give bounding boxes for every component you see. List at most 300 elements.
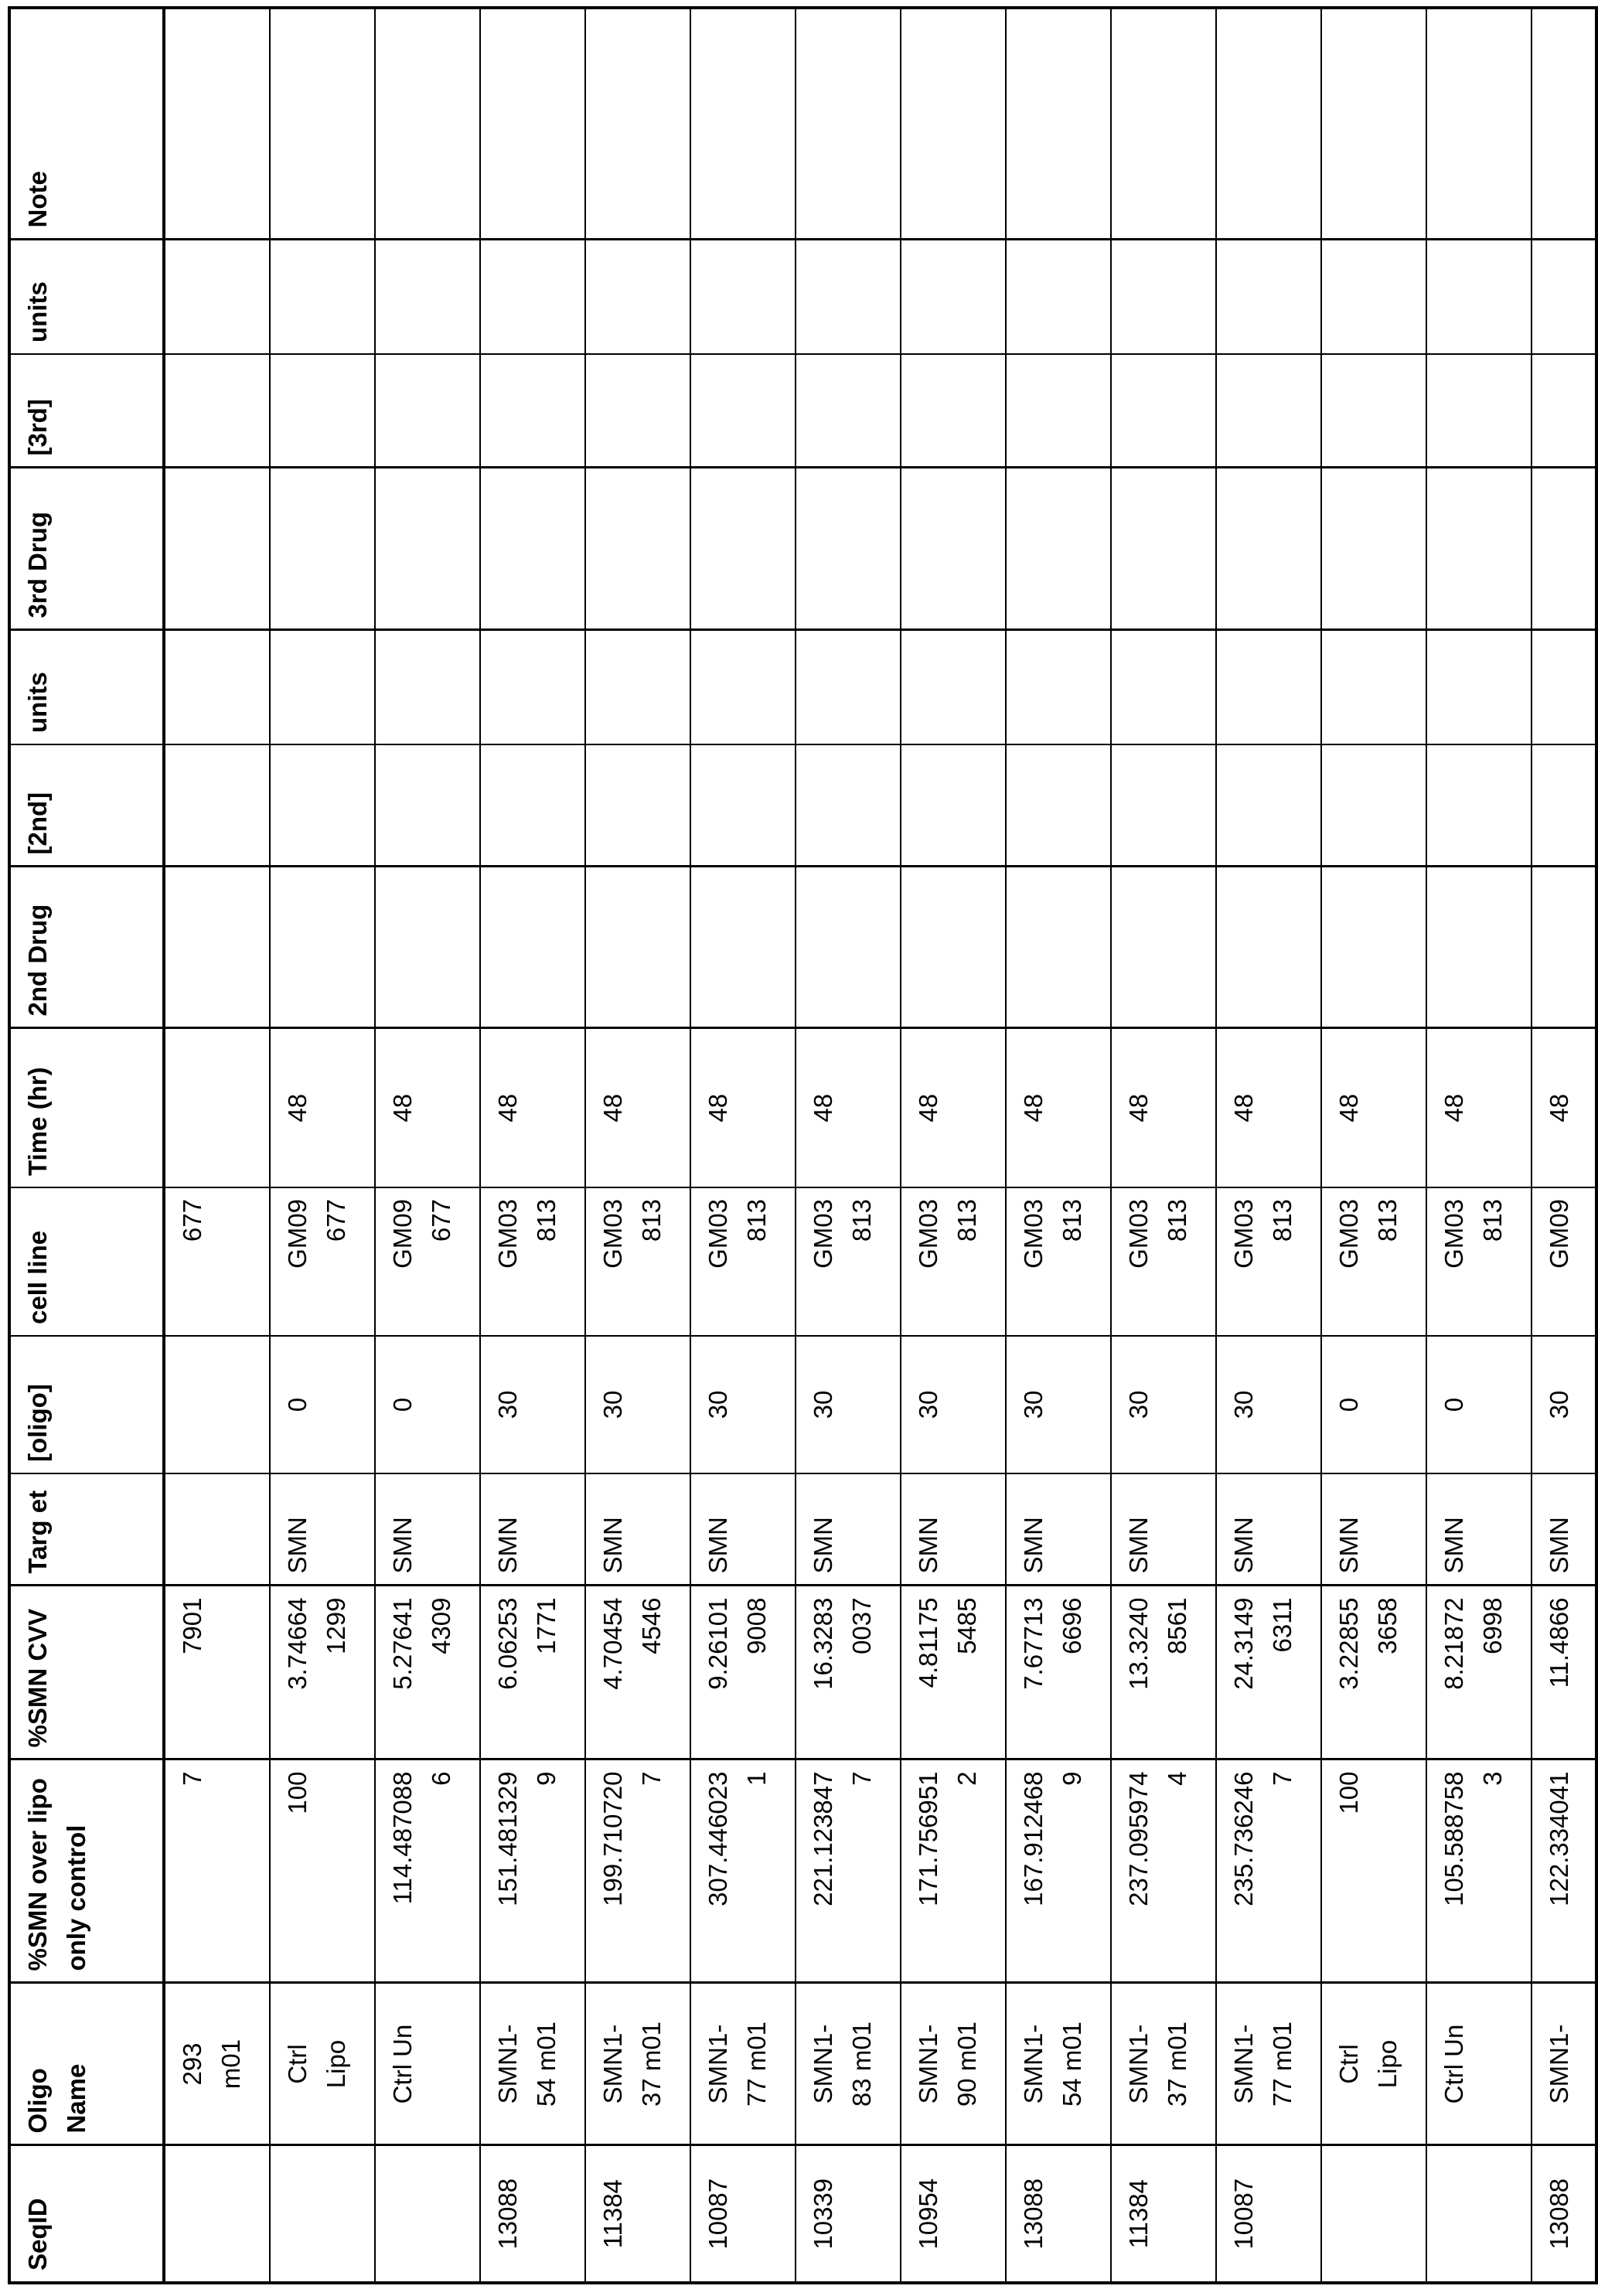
cell-seqid (796, 2145, 901, 2283)
cell-seqid (1216, 2145, 1321, 2283)
cell-units3 (1532, 240, 1596, 354)
cell-value: 10087 (704, 2178, 732, 2250)
cell-cell-line (164, 1187, 270, 1336)
cell-value: 48 (388, 1093, 417, 1122)
cell-value: 10954 (914, 2178, 942, 2250)
cell-units3 (690, 240, 796, 354)
cell-value: 30 (1229, 1390, 1258, 1419)
cell-seqid (164, 2145, 270, 2283)
cell-drug2-conc (1426, 744, 1532, 867)
cell-pct-smn-cvv (1216, 1586, 1321, 1759)
cell-value: 0 (283, 1397, 312, 1412)
cell-oligo-name (1006, 1983, 1111, 2145)
cell-value: SMN (1019, 1517, 1048, 1574)
cell-pct-smn-cvv (164, 1586, 270, 1759)
cell-cell-line (1532, 1187, 1596, 1336)
cell-drug2 (1111, 867, 1216, 1028)
cell-drug2-conc (585, 744, 690, 867)
cell-value: 307.446023 1 (704, 1771, 771, 1906)
cell-value: SMN (598, 1517, 627, 1574)
cell-drug2 (375, 867, 480, 1028)
cell-target (1426, 1473, 1532, 1586)
cell-oligo-name (1216, 1983, 1321, 2145)
column-header-target: Targ et (9, 1473, 164, 1586)
cell-drug3-conc (1111, 354, 1216, 468)
cell-units3 (270, 240, 375, 354)
column-header-drug3: 3rd Drug (9, 468, 164, 630)
cell-drug3-conc (585, 354, 690, 468)
cell-value: 4.81175 5485 (914, 1597, 981, 1688)
header-row (9, 8, 164, 2283)
cell-target (1111, 1473, 1216, 1586)
table-row (1426, 8, 1532, 2283)
cell-drug2 (690, 867, 796, 1028)
cell-note (901, 8, 1006, 240)
cell-pct-smn-cvv (690, 1586, 796, 1759)
cell-value: 10339 (809, 2178, 837, 2250)
cell-drug2 (164, 867, 270, 1028)
column-header-seqid: SeqID (9, 2145, 164, 2283)
cell-pct-smn-over-lipo (1532, 1759, 1596, 1983)
cell-value: SMN1- (1545, 2024, 1573, 2104)
smn-results-table (8, 6, 1598, 2284)
cell-seqid (1321, 2145, 1426, 2283)
cell-units2 (690, 630, 796, 744)
cell-value: 48 (704, 1093, 732, 1122)
cell-cell-line (1216, 1187, 1321, 1336)
cell-note (1426, 8, 1532, 240)
cell-drug2-conc (1321, 744, 1426, 867)
cell-time-hr (1426, 1028, 1532, 1187)
cell-units3 (901, 240, 1006, 354)
cell-units2 (1111, 630, 1216, 744)
table-row (796, 8, 901, 2283)
cell-units2 (1426, 630, 1532, 744)
cell-oligo-conc (585, 1336, 690, 1473)
cell-value: Ctrl Lipo (283, 2039, 350, 2089)
cell-pct-smn-cvv (796, 1586, 901, 1759)
cell-value: 30 (598, 1390, 627, 1419)
cell-pct-smn-cvv (375, 1586, 480, 1759)
cell-value: 114.487088 6 (388, 1771, 455, 1905)
cell-pct-smn-over-lipo (690, 1759, 796, 1983)
cell-pct-smn-over-lipo (1111, 1759, 1216, 1983)
cell-units2 (1321, 630, 1426, 744)
column-header-units2: units (9, 630, 164, 744)
table-row (585, 8, 690, 2283)
cell-value: 151.481329 9 (493, 1771, 560, 1906)
cell-units2 (1006, 630, 1111, 744)
cell-value: Ctrl Lipo (1334, 2039, 1402, 2089)
cell-drug3-conc (901, 354, 1006, 468)
cell-drug2-conc (164, 744, 270, 867)
cell-target (480, 1473, 585, 1586)
cell-value: 237.095974 4 (1124, 1771, 1191, 1906)
cell-drug2 (480, 867, 585, 1028)
cell-pct-smn-cvv (480, 1586, 585, 1759)
cell-pct-smn-cvv (1111, 1586, 1216, 1759)
cell-note (690, 8, 796, 240)
cell-pct-smn-cvv (585, 1586, 690, 1759)
cell-value: 30 (914, 1390, 942, 1419)
cell-oligo-conc (1216, 1336, 1321, 1473)
cell-drug2-conc (1532, 744, 1596, 867)
cell-value: 11384 (598, 2179, 627, 2249)
cell-target (1006, 1473, 1111, 1586)
cell-drug3 (901, 468, 1006, 630)
cell-cell-line (1006, 1187, 1111, 1336)
cell-seqid (375, 2145, 480, 2283)
cell-drug2 (1216, 867, 1321, 1028)
column-header-pct-smn-over-lipo: %SMN over lipo only control (9, 1759, 164, 1983)
cell-time-hr (375, 1028, 480, 1187)
cell-pct-smn-cvv (1426, 1586, 1532, 1759)
cell-oligo-name (1321, 1983, 1426, 2145)
cell-oligo-name (901, 1983, 1006, 2145)
table-row (480, 8, 585, 2283)
cell-units2 (270, 630, 375, 744)
cell-target (1532, 1473, 1596, 1586)
cell-units3 (164, 240, 270, 354)
cell-value: SMN1- 77 m01 (1229, 2021, 1296, 2107)
cell-pct-smn-cvv (901, 1586, 1006, 1759)
cell-value: SMN (283, 1517, 312, 1574)
cell-value: 0 (388, 1397, 417, 1412)
cell-cell-line (690, 1187, 796, 1336)
cell-units3 (1321, 240, 1426, 354)
cell-value: 48 (283, 1093, 312, 1122)
cell-units3 (375, 240, 480, 354)
cell-time-hr (1006, 1028, 1111, 1187)
cell-target (796, 1473, 901, 1586)
cell-drug3 (270, 468, 375, 630)
cell-value: 171.756951 2 (914, 1771, 981, 1906)
cell-oligo-conc (375, 1336, 480, 1473)
cell-oligo-conc (1426, 1336, 1532, 1473)
cell-oligo-conc (901, 1336, 1006, 1473)
table-row (1111, 8, 1216, 2283)
cell-target (375, 1473, 480, 1586)
cell-seqid (1111, 2145, 1216, 2283)
cell-drug2 (270, 867, 375, 1028)
cell-value: 11.4866 (1545, 1597, 1573, 1688)
cell-drug3-conc (690, 354, 796, 468)
column-header-note: Note (9, 8, 164, 240)
cell-target (1216, 1473, 1321, 1586)
cell-units2 (585, 630, 690, 744)
cell-value: 7901 (178, 1597, 206, 1654)
cell-cell-line (585, 1187, 690, 1336)
cell-units2 (375, 630, 480, 744)
cell-value: 0 (1334, 1397, 1363, 1412)
cell-drug3 (164, 468, 270, 630)
cell-value: 11384 (1124, 2179, 1153, 2249)
cell-cell-line (901, 1187, 1006, 1336)
cell-value: SMN1- 37 m01 (598, 2021, 666, 2107)
cell-units3 (480, 240, 585, 354)
cell-value: 6.06253 1771 (493, 1597, 560, 1690)
cell-oligo-name (585, 1983, 690, 2145)
cell-value: SMN (1124, 1517, 1153, 1574)
cell-value: 48 (1440, 1093, 1468, 1122)
cell-oligo-name (1111, 1983, 1216, 2145)
cell-note (1216, 8, 1321, 240)
cell-seqid (1426, 2145, 1532, 2283)
cell-units2 (1216, 630, 1321, 744)
cell-drug3-conc (1006, 354, 1111, 468)
cell-value: 16.3283 0037 (809, 1597, 876, 1690)
cell-value: 13088 (1019, 2178, 1048, 2250)
cell-value: 677 (178, 1199, 206, 1242)
cell-drug3-conc (1321, 354, 1426, 468)
cell-drug2-conc (1216, 744, 1321, 867)
cell-drug2-conc (690, 744, 796, 867)
cell-drug3 (585, 468, 690, 630)
cell-seqid (1006, 2145, 1111, 2283)
cell-drug2 (1006, 867, 1111, 1028)
cell-units3 (1216, 240, 1321, 354)
cell-value: 30 (1124, 1390, 1153, 1419)
cell-value: GM03 813 (598, 1199, 666, 1269)
table-row (1532, 8, 1596, 2283)
cell-value: GM09 677 (283, 1199, 350, 1269)
cell-value: 48 (493, 1093, 522, 1122)
cell-cell-line (1111, 1187, 1216, 1336)
cell-units2 (480, 630, 585, 744)
cell-note (585, 8, 690, 240)
cell-note (1006, 8, 1111, 240)
cell-value: GM03 813 (914, 1199, 981, 1269)
cell-oligo-conc (1111, 1336, 1216, 1473)
cell-units3 (1111, 240, 1216, 354)
cell-value: GM09 677 (388, 1199, 455, 1269)
cell-value: 235.736246 7 (1229, 1771, 1296, 1906)
table-row (270, 8, 375, 2283)
cell-note (1321, 8, 1426, 240)
cell-value: GM03 813 (1334, 1199, 1402, 1269)
cell-time-hr (585, 1028, 690, 1187)
cell-value: 9.26101 9008 (704, 1597, 771, 1690)
cell-oligo-name (164, 1983, 270, 2145)
cell-seqid (690, 2145, 796, 2283)
table-row (1006, 8, 1111, 2283)
cell-value: 13.3240 8561 (1124, 1597, 1191, 1690)
cell-value: 122.334041 (1545, 1771, 1573, 1906)
table-row (901, 8, 1006, 2283)
cell-value: 48 (914, 1093, 942, 1122)
cell-units2 (796, 630, 901, 744)
cell-drug2-conc (1006, 744, 1111, 867)
cell-value: 7.67713 6696 (1019, 1597, 1086, 1690)
cell-value: 7 (178, 1771, 206, 1786)
cell-time-hr (796, 1028, 901, 1187)
cell-value: 221.123847 7 (809, 1771, 876, 1906)
cell-time-hr (270, 1028, 375, 1187)
cell-value: 4.70454 4546 (598, 1597, 666, 1690)
cell-value: 48 (598, 1093, 627, 1122)
cell-value: Ctrl Un (1440, 2024, 1468, 2104)
cell-note (1532, 8, 1596, 240)
table-row (690, 8, 796, 2283)
cell-pct-smn-cvv (270, 1586, 375, 1759)
cell-value: 0 (1440, 1397, 1468, 1412)
cell-units2 (901, 630, 1006, 744)
cell-oligo-name (1426, 1983, 1532, 2145)
cell-note (480, 8, 585, 240)
cell-time-hr (164, 1028, 270, 1187)
cell-time-hr (480, 1028, 585, 1187)
cell-note (796, 8, 901, 240)
column-header-oligo-name: Oligo Name (9, 1983, 164, 2145)
cell-target (270, 1473, 375, 1586)
cell-value: 48 (809, 1093, 837, 1122)
table-row (164, 8, 270, 2283)
cell-value: SMN1- 54 m01 (493, 2021, 560, 2107)
cell-units3 (1426, 240, 1532, 354)
rotated-table-wrapper (8, 9, 1573, 2284)
column-header-drug2: 2nd Drug (9, 867, 164, 1028)
column-header-drug3-conc: [3rd] (9, 354, 164, 468)
cell-value: GM03 813 (1124, 1199, 1191, 1269)
cell-oligo-name (375, 1983, 480, 2145)
cell-note (1111, 8, 1216, 240)
cell-cell-line (1321, 1187, 1426, 1336)
cell-value: 10087 (1229, 2178, 1258, 2250)
cell-target (901, 1473, 1006, 1586)
cell-value: 13088 (493, 2178, 522, 2250)
cell-drug3-conc (270, 354, 375, 468)
cell-value: 48 (1334, 1093, 1363, 1122)
cell-units3 (585, 240, 690, 354)
cell-value: SMN (1545, 1517, 1573, 1574)
cell-time-hr (690, 1028, 796, 1187)
cell-pct-smn-over-lipo (585, 1759, 690, 1983)
cell-pct-smn-over-lipo (1216, 1759, 1321, 1983)
cell-pct-smn-cvv (1532, 1586, 1596, 1759)
cell-value: 24.3149 6311 (1229, 1597, 1296, 1690)
cell-value: SMN (493, 1517, 522, 1574)
cell-value: SMN (1440, 1517, 1468, 1574)
cell-time-hr (1532, 1028, 1596, 1187)
cell-drug3 (1216, 468, 1321, 630)
cell-oligo-conc (270, 1336, 375, 1473)
cell-time-hr (1216, 1028, 1321, 1187)
cell-value: SMN1- 54 m01 (1019, 2021, 1086, 2107)
column-header-drug2-conc: [2nd] (9, 744, 164, 867)
cell-value: 5.27641 4309 (388, 1597, 455, 1690)
cell-value: 30 (493, 1390, 522, 1419)
cell-oligo-name (796, 1983, 901, 2145)
cell-value: 105.588758 3 (1440, 1771, 1507, 1906)
table-row (1321, 8, 1426, 2283)
cell-oligo-name (480, 1983, 585, 2145)
cell-pct-smn-cvv (1321, 1586, 1426, 1759)
cell-drug2-conc (480, 744, 585, 867)
cell-drug3-conc (480, 354, 585, 468)
cell-pct-smn-over-lipo (375, 1759, 480, 1983)
cell-cell-line (375, 1187, 480, 1336)
cell-pct-smn-over-lipo (1006, 1759, 1111, 1983)
cell-value: SMN (1334, 1517, 1363, 1574)
cell-units2 (164, 630, 270, 744)
cell-drug3 (1321, 468, 1426, 630)
cell-target (164, 1473, 270, 1586)
cell-drug3 (1111, 468, 1216, 630)
cell-pct-smn-over-lipo (164, 1759, 270, 1983)
cell-value: 30 (704, 1390, 732, 1419)
cell-time-hr (1111, 1028, 1216, 1187)
table-row (1216, 8, 1321, 2283)
cell-pct-smn-over-lipo (1321, 1759, 1426, 1983)
cell-value: SMN1- 77 m01 (704, 2021, 771, 2107)
cell-drug2 (1426, 867, 1532, 1028)
cell-drug2-conc (1111, 744, 1216, 867)
column-header-oligo-conc: [oligo] (9, 1336, 164, 1473)
cell-target (1321, 1473, 1426, 1586)
cell-oligo-name (270, 1983, 375, 2145)
cell-units2 (1532, 630, 1596, 744)
cell-drug3-conc (164, 354, 270, 468)
cell-note (164, 8, 270, 240)
cell-drug3 (1426, 468, 1532, 630)
cell-value: SMN1- 83 m01 (809, 2021, 876, 2107)
cell-drug3 (480, 468, 585, 630)
cell-drug2 (1532, 867, 1596, 1028)
cell-value: 30 (809, 1390, 837, 1419)
cell-oligo-conc (480, 1336, 585, 1473)
cell-value: 48 (1019, 1093, 1048, 1122)
cell-target (585, 1473, 690, 1586)
cell-value: SMN (1229, 1517, 1258, 1574)
cell-oligo-conc (796, 1336, 901, 1473)
cell-cell-line (796, 1187, 901, 1336)
cell-seqid (901, 2145, 1006, 2283)
cell-drug2 (1321, 867, 1426, 1028)
cell-value: 48 (1229, 1093, 1258, 1122)
column-header-pct-smn-cvv: %SMN CVV (9, 1586, 164, 1759)
cell-note (375, 8, 480, 240)
cell-value: GM03 813 (809, 1199, 876, 1269)
table-row (375, 8, 480, 2283)
cell-drug2 (796, 867, 901, 1028)
cell-drug3 (1532, 468, 1596, 630)
cell-pct-smn-over-lipo (796, 1759, 901, 1983)
cell-value: GM03 813 (1019, 1199, 1086, 1269)
cell-value: 3.22855 3658 (1334, 1597, 1402, 1690)
cell-units3 (796, 240, 901, 354)
cell-pct-smn-over-lipo (480, 1759, 585, 1983)
cell-oligo-name (690, 1983, 796, 2145)
column-header-units3: units (9, 240, 164, 354)
cell-drug3 (690, 468, 796, 630)
cell-seqid (585, 2145, 690, 2283)
cell-drug2-conc (375, 744, 480, 867)
cell-cell-line (270, 1187, 375, 1336)
cell-value: SMN1- 37 m01 (1124, 2021, 1191, 2107)
cell-value: 30 (1545, 1390, 1573, 1419)
cell-value: GM03 813 (493, 1199, 560, 1269)
cell-value: 199.710720 7 (598, 1771, 666, 1906)
cell-time-hr (901, 1028, 1006, 1187)
cell-drug3-conc (375, 354, 480, 468)
cell-value: 100 (1334, 1771, 1363, 1814)
column-header-time-hr: Time (hr) (9, 1028, 164, 1187)
cell-value: GM03 813 (1229, 1199, 1296, 1269)
cell-value: SMN1- 90 m01 (914, 2021, 981, 2107)
cell-drug3-conc (1426, 354, 1532, 468)
cell-oligo-conc (1006, 1336, 1111, 1473)
cell-seqid (480, 2145, 585, 2283)
